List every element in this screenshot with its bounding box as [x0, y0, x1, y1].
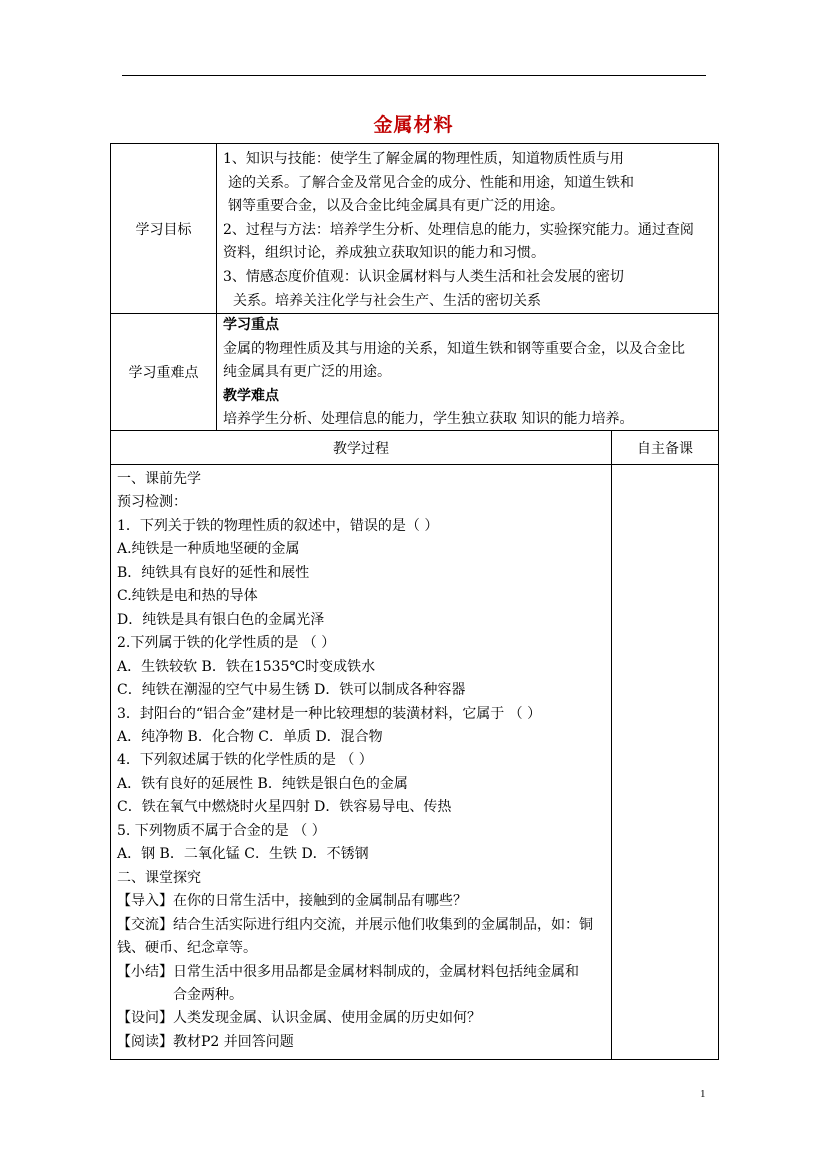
process-content	[111, 465, 612, 1059]
process-line: 钱、硬币、纪念章等。	[117, 940, 257, 957]
process-line: 【设问】人类发现金属、认识金属、使用金属的历史如何？	[117, 1010, 481, 1027]
objective-line: 资料，组织讨论，养成独立获取知识的能力和习惯。	[223, 245, 545, 262]
process-line: A．生铁较软 B．铁在1535℃时变成铁水	[117, 658, 376, 675]
objective-line: 2、过程与方法：培养学生分析、处理信息的能力，实验探究能力。通过查阅	[223, 221, 694, 238]
process-line: 3．封阳台的“铝合金”建材是一种比较理想的装潢材料，它属于 （ ）	[117, 705, 542, 722]
process-line: 5. 下列物质不属于合金的是 （ ）	[117, 822, 326, 839]
process-header-row	[111, 431, 718, 465]
key-points-row	[111, 314, 718, 431]
page-title: 金属材料	[373, 114, 454, 136]
process-line: 二、课堂探究	[117, 869, 201, 886]
objective-line: 关系。培养关注化学与社会生产、生活的密切关系	[233, 292, 541, 309]
process-line: 4．下列叙述属于铁的化学性质的是 （ ）	[117, 752, 373, 769]
process-row	[111, 465, 718, 1059]
key-points-content	[217, 314, 718, 430]
process-line: C.纯铁是电和热的导体	[117, 588, 258, 605]
header-rule	[122, 75, 706, 76]
process-line: C．铁在氧气中燃烧时火星四射 D．铁容易导电、传热	[117, 799, 452, 816]
key-points-label: 学习重难点	[111, 314, 217, 430]
process-line: A．纯净物 B．化合物 C．单质 D．混合物	[117, 728, 383, 745]
process-line: 2.下列属于铁的化学性质的是 （ ）	[117, 635, 336, 652]
objective-line: 钢等重要合金，以及合金比纯金属具有更广泛的用途。	[228, 198, 564, 215]
key-points-line: 金属的物理性质及其与用途的关系，知道生铁和钢等重要合金，以及合金比	[223, 340, 685, 357]
process-line: B．纯铁具有良好的延性和展性	[117, 564, 310, 581]
objectives-content	[217, 144, 718, 313]
process-line: C．纯铁在潮湿的空气中易生锈 D．铁可以制成各种容器	[117, 682, 466, 699]
objective-line: 途的关系。了解合金及常见合金的成分、性能和用途，知道生铁和	[228, 174, 634, 191]
objectives-row	[111, 144, 718, 314]
objective-line: 3、情感态度价值观：认识金属材料与人类生活和社会发展的密切	[223, 268, 624, 285]
objectives-label: 学习目标	[111, 144, 217, 313]
process-line: 合金两种。	[173, 986, 243, 1003]
key-points-line: 纯金属具有更广泛的用途。	[223, 364, 391, 380]
process-line: D．纯铁是具有银白色的金属光泽	[117, 611, 325, 628]
objective-line: 1、知识与技能：使学生了解金属的物理性质，知道物质性质与用	[223, 151, 624, 167]
lesson-table	[110, 143, 719, 1060]
process-line: 1．下列关于铁的物理性质的叙述中，错误的是（ ）	[117, 517, 439, 534]
key-points-heading: 学习重点	[223, 317, 279, 333]
difficulty-heading: 教学难点	[223, 387, 279, 404]
process-line: 【小结】日常生活中很多用品都是金属材料制成的，金属材料包括纯金属和	[117, 963, 579, 980]
process-line: 【导入】在你的日常生活中，接触到的金属制品有哪些？	[117, 893, 467, 910]
process-line: 【交流】结合生活实际进行组内交流，并展示他们收集到的金属制品，如：铜	[117, 916, 593, 933]
process-line: 预习检测：	[117, 494, 187, 511]
process-line: A.纯铁是一种质地坚硬的金属	[117, 541, 300, 558]
process-line: 【阅读】教材P2 并回答问题	[117, 1033, 294, 1050]
side-notes-column	[612, 465, 718, 1059]
process-header: 教学过程	[111, 431, 612, 464]
process-line: A．钢 B．二氧化锰 C．生铁 D．不锈钢	[117, 846, 369, 863]
side-notes-header: 自主备课	[637, 440, 693, 457]
process-line: 一、课前先学	[117, 471, 201, 487]
process-line: A．铁有良好的延展性 B．纯铁是银白色的金属	[117, 775, 408, 792]
page-number: 1	[700, 1088, 706, 1100]
difficulty-line: 培养学生分析、处理信息的能力，学生独立获取 知识的能力培养。	[223, 411, 634, 427]
